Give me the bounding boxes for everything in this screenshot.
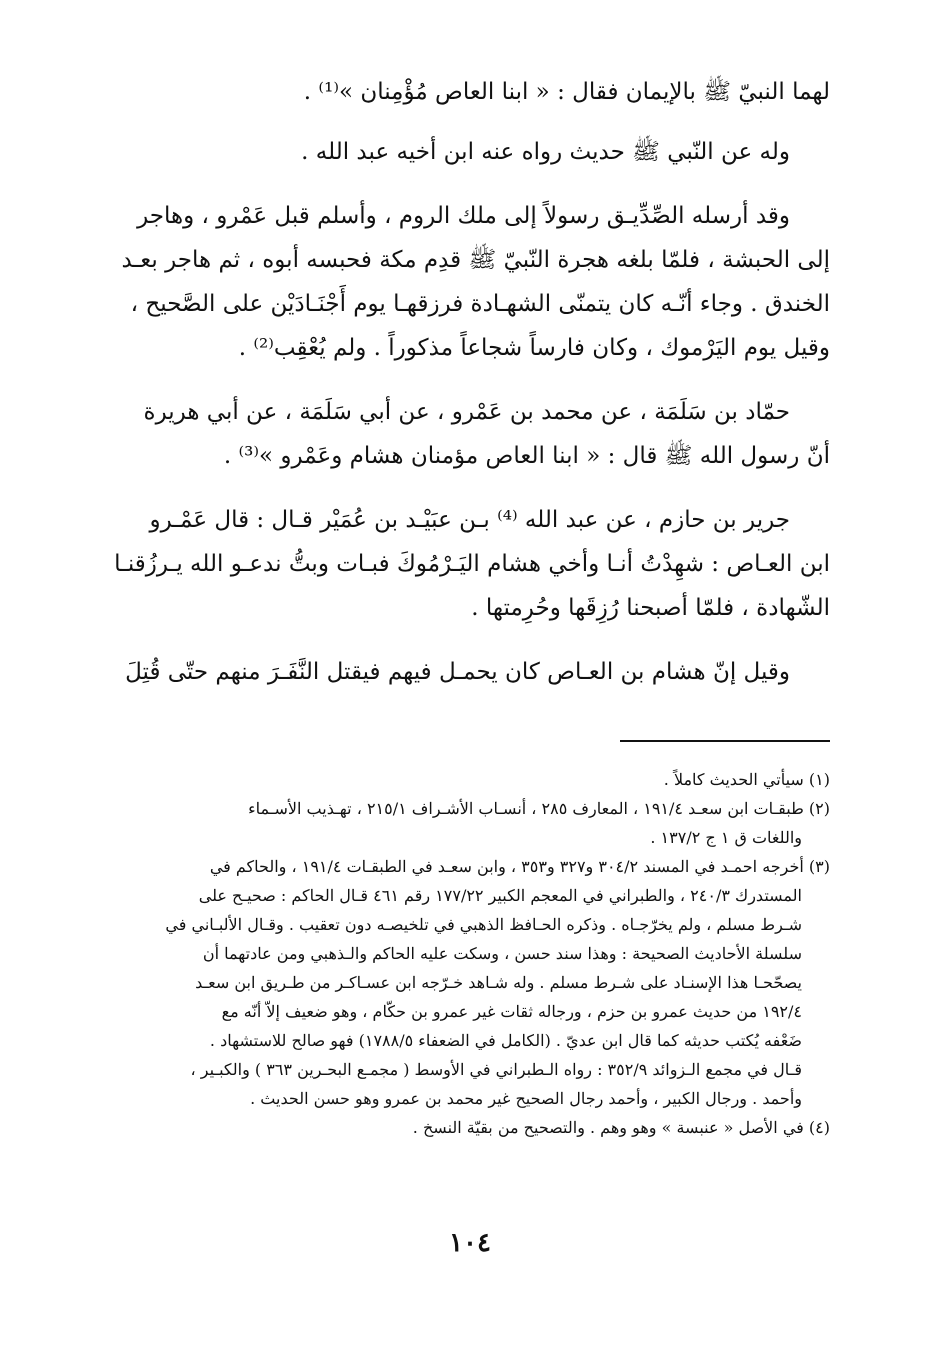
footnote-line: (٤) في الأصل « عنبسة » وهو وهم . والتصحيح من بقيّة النسخ . [412, 1118, 830, 1137]
text-line: الخندق . وجاء أنّـه كان يتمنّى الشهـادة فرزقهـا يوم أَجْنَـادَيْن على الصَّحيح ، [130, 291, 830, 317]
footnote-line: (٣) أخرجه احمـد في المسند ٣٠٤/٢ و٣٢٧ و٣٥٣ ، وابن سعـد في الطبقـات ١٩١/٤ ، والحاكم في [209, 857, 830, 876]
text-line: حمّاد بن سَلَمَة ، عن محمد بن عَمْرو ، عن أبي سَلَمَة ، عن أبي هريرة [143, 399, 790, 425]
page-number: ١٠٤ [449, 1228, 491, 1258]
footnote-line: (١) سيأتي الحديث كاملاً . [663, 770, 830, 789]
footnote-line: وأحمد . ورجال الكبير ، وأحمد رجال الصحيح غير محمد بن عمرو وهو حسن الحديث . [250, 1089, 802, 1108]
text-line: الشّهادة ، فلمّا أصبحنا رُزِقَها وحُرِمتها . [471, 595, 830, 621]
footnote-separator [620, 740, 830, 742]
text-line: وقد أرسله الصِّدِّيـق رسولاً إلى ملك الروم ، وأسلم قبل عَمْرو ، وهاجر [137, 203, 790, 229]
footnote-line: قـال في مجمع الـزوائد ٣٥٢/٩ : رواه الـطبراني في الأوسط ( مجمـع البحـرين ٣٦٣ ) والكبـير ، [190, 1060, 802, 1079]
text-line: وله عن النّبي ﷺ حديث رواه عنه ابن أخيه عبد الله . [301, 139, 790, 165]
footnote-line: (٢) طبقـات ابن سعـد ١٩١/٤ ، المعارف ٢٨٥ ، أنسـاب الأشـراف ٢١٥/١ ، تهـذيب الأسـماء [248, 799, 830, 818]
text-line: وقيل يوم اليَرْموك ، وكان فارساً شجاعاً مذكوراً . ولم يُعْقِب⁽²⁾ . [238, 335, 830, 361]
text-line: أنّ رسول الله ﷺ قال : « ابنا العاص مؤمنان هشام وعَمْرو »⁽³⁾ . [223, 443, 830, 469]
text-line: جرير بن حازم ، عن عبد الله ⁽⁴⁾ بـن عبَيْـد بن عُمَيْر قـال : قال عَمْـرو [149, 507, 790, 533]
footnote-line: شـرط مسلم ، ولم يخرّجـاه . وذكره الحـافظ الذهبي في تلخيصـه دون تعقيب . وقـال الألبـاني في [165, 915, 802, 934]
footnote-line: ١٩٢/٤ من حديث عمرو بن حزم ، ورجاله ثقات غير عمرو بن حكّام ، وهو ضعيف إلاّ أنّه مع [221, 1002, 802, 1021]
text-line: وقيل إنّ هشام بن العـاص كان يحمـل فيهم فيقتل النَّفَـرَ منهم حتّى قُتِلَ [125, 659, 790, 685]
footnote-line: ضَعْفه يُكتب حديثه كما قال ابن عديّ . (الكامل في الضعفاء ١٧٨٨/٥) فهو صالح للاستشهاد . [209, 1031, 802, 1050]
footnote-line: المستدرك ٢٤٠/٣ ، والطبراني في المعجم الكبير ١٧٧/٢٢ رقم ٤٦١ قـال الحاكم : صحيـح على [198, 886, 802, 905]
footnotes [95, 765, 830, 1142]
footnote-line: واللغات ق ١ ج ١٣٧/٢ . [650, 828, 802, 847]
text-line: لهما النبيّ ﷺ بالإيمان فقال : « ابنا العاص مُؤْمِنان »⁽¹⁾ . [303, 79, 830, 105]
footnote-line: يصحّحـا هذا الإسنـاد على شـرط مسلم . وله شـاهد خـرّجه ابن عسـاكـر من طـريق ابن سعـد [195, 973, 802, 992]
footnote-line: سلسلة الأحاديث الصحيحة : وهذا سند حسن ، وسكت عليه الحاكم والـذهبي ومن عادتهما أن [202, 944, 802, 963]
text-line: ابن العـاص : شهِدْتُ أنـا وأخي هشام اليَـرْمُوكَ فبـات وبتُّ ندعـو الله يـرزُقنـا [114, 551, 830, 577]
text-line: إلى الحبشة ، فلمّا بلغه هجرة النّبيّ ﷺ قدِم مكة فحبسه أبوه ، ثم هاجر بعـد [121, 247, 830, 273]
main-text [95, 70, 830, 694]
